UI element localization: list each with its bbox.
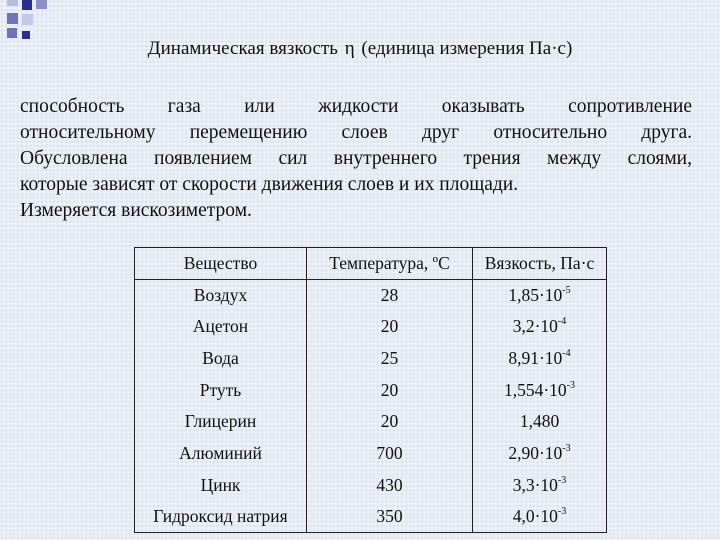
viscosity-value: 4,0·10 — [512, 506, 558, 527]
title-suffix: (единица измерения Па·с) — [361, 38, 573, 59]
viscosity-value: 3,3·10 — [512, 474, 558, 495]
description-line: относительному перемещению слоев друг относительно друга. — [20, 122, 692, 143]
table-row — [135, 374, 607, 406]
corner-square — [7, 13, 18, 24]
table-body — [135, 279, 607, 533]
cell-viscosity — [473, 374, 607, 406]
cell-temperature: 430 — [307, 469, 473, 501]
table-row — [135, 311, 607, 343]
viscosity-exponent: -3 — [566, 379, 576, 391]
viscosity-table — [134, 247, 607, 533]
viscosity-value: 1,480 — [519, 411, 560, 432]
cell-substance: Глицерин — [135, 406, 307, 438]
cell-temperature: 20 — [307, 311, 473, 343]
viscosity-value: 1,554·10 — [503, 379, 567, 400]
cell-substance: Ртуть — [135, 374, 307, 406]
viscosity-exponent: -5 — [562, 284, 571, 296]
viscosity-value: 2,90·10 — [508, 442, 563, 463]
cell-viscosity — [473, 469, 607, 501]
viscosity-exponent: -3 — [562, 443, 571, 455]
cell-substance: Цинк — [135, 469, 307, 501]
description-line: Измеряется вискозиметром. — [20, 200, 252, 221]
cell-temperature: 20 — [307, 374, 473, 406]
title-prefix: Динамическая вязкость — [147, 38, 338, 59]
description-line: способность газа или жидкости оказывать сопротивление — [20, 96, 692, 117]
cell-viscosity — [473, 311, 607, 343]
cell-viscosity — [473, 406, 607, 438]
header-viscosity: Вязкость, Па·с — [473, 248, 607, 280]
cell-substance: Вода — [135, 343, 307, 375]
page-title — [0, 38, 720, 60]
cell-temperature: 25 — [307, 343, 473, 375]
cell-viscosity — [473, 438, 607, 470]
corner-square — [7, 28, 17, 38]
cell-temperature: 20 — [307, 406, 473, 438]
cell-substance: Воздух — [135, 279, 307, 311]
viscosity-value: 3,2·10 — [512, 316, 558, 337]
viscosity-exponent: -4 — [557, 316, 567, 328]
table-row — [135, 438, 607, 470]
viscosity-value: 8,91·10 — [508, 347, 563, 368]
cell-viscosity — [473, 279, 607, 311]
cell-viscosity — [473, 343, 607, 375]
table-row — [135, 469, 607, 501]
description-line: Обусловлена появлением сил внутреннего трения между слоями, — [20, 148, 692, 169]
cell-substance: Алюминий — [135, 438, 307, 470]
cell-substance: Гидроксид натрия — [135, 501, 307, 533]
viscosity-exponent: -3 — [557, 474, 567, 486]
description-paragraph — [20, 94, 692, 224]
cell-viscosity — [473, 501, 607, 533]
viscosity-exponent: -3 — [557, 506, 567, 518]
corner-square — [7, 0, 18, 6]
cell-temperature: 28 — [307, 279, 473, 311]
description-line: которые зависят от скорости движения слоев и их площади. — [20, 174, 519, 195]
header-temperature: Температура, ºС — [307, 248, 473, 280]
viscosity-exponent: -4 — [562, 348, 571, 360]
table-row — [135, 406, 607, 438]
header-substance: Вещество — [135, 248, 307, 280]
cell-temperature: 350 — [307, 501, 473, 533]
corner-square — [36, 0, 47, 9]
table-row — [135, 343, 607, 375]
cell-temperature: 700 — [307, 438, 473, 470]
table-row — [135, 279, 607, 311]
eta-symbol: η — [344, 38, 355, 59]
corner-square — [22, 14, 33, 25]
viscosity-value: 1,85·10 — [508, 284, 563, 305]
cell-substance: Ацетон — [135, 311, 307, 343]
table-row — [135, 501, 607, 533]
corner-square — [22, 0, 32, 10]
table-header-row — [135, 248, 607, 280]
